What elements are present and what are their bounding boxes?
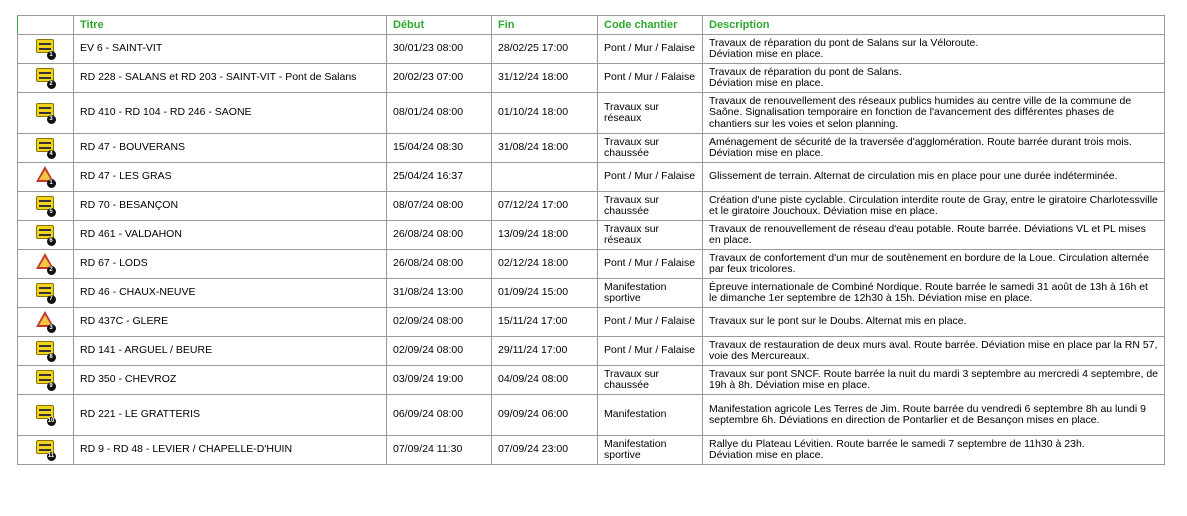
- cell-fin: [492, 163, 598, 192]
- sign-number-badge: 9: [47, 382, 56, 391]
- cell-titre: RD 70 - BESANÇON: [74, 192, 387, 221]
- cell-description: Aménagement de sécurité de la traversée d'agglomération. Route barrée durant trois mois. Déviation mise en place.: [703, 134, 1165, 163]
- cell-titre: RD 46 - CHAUX-NEUVE: [74, 279, 387, 308]
- cell-code-chantier: Travaux sur chaussée: [598, 134, 703, 163]
- table-row[interactable]: [18, 436, 1165, 465]
- cell-description: Travaux de réparation du pont de Salans. Déviation mise en place.: [703, 64, 1165, 93]
- cell-titre: RD 350 - CHEVROZ: [74, 366, 387, 395]
- cell-titre: RD 9 - RD 48 - LEVIER / CHAPELLE-D'HUIN: [74, 436, 387, 465]
- cell-debut: 02/09/24 08:00: [387, 308, 492, 337]
- cell-fin: 15/11/24 17:00: [492, 308, 598, 337]
- sign-number-badge: 1: [47, 179, 56, 188]
- cell-code-chantier: Pont / Mur / Falaise: [598, 35, 703, 64]
- header-fin[interactable]: Fin: [492, 16, 598, 35]
- icon-cell: [18, 35, 74, 64]
- icon-cell: [18, 395, 74, 436]
- sign-number-badge: 5: [47, 208, 56, 217]
- cell-code-chantier: Manifestation: [598, 395, 703, 436]
- sign-number-badge: 4: [47, 150, 56, 159]
- cell-description: Glissement de terrain. Alternat de circulation mis en place pour une durée indéterminée.: [703, 163, 1165, 192]
- sign-number-badge: 2: [47, 266, 56, 275]
- icon-cell: [18, 279, 74, 308]
- sign-number-badge: 1: [47, 51, 56, 60]
- cell-code-chantier: Pont / Mur / Falaise: [598, 308, 703, 337]
- table-row[interactable]: [18, 366, 1165, 395]
- cell-code-chantier: Manifestation sportive: [598, 436, 703, 465]
- cell-titre: RD 410 - RD 104 - RD 246 - SAONE: [74, 93, 387, 134]
- cell-description: Travaux sur pont SNCF. Route barrée la nuit du mardi 3 septembre au mercredi 4 septembre, de 19h à 8h. Déviation mise en place.: [703, 366, 1165, 395]
- cell-fin: 07/09/24 23:00: [492, 436, 598, 465]
- cell-code-chantier: Pont / Mur / Falaise: [598, 337, 703, 366]
- cell-fin: 02/12/24 18:00: [492, 250, 598, 279]
- cell-fin: 31/08/24 18:00: [492, 134, 598, 163]
- cell-code-chantier: Pont / Mur / Falaise: [598, 163, 703, 192]
- table-row[interactable]: [18, 134, 1165, 163]
- cell-description: Rallye du Plateau Lévitien. Route barrée le samedi 7 septembre de 11h30 à 23h. Déviation mise en place.: [703, 436, 1165, 465]
- icon-cell: [18, 93, 74, 134]
- cell-fin: 13/09/24 18:00: [492, 221, 598, 250]
- header-icon: [18, 16, 74, 35]
- table-row[interactable]: [18, 337, 1165, 366]
- table-row[interactable]: [18, 279, 1165, 308]
- roadworks-warning-icon[interactable]: [35, 311, 57, 333]
- sign-number-badge: 8: [47, 353, 56, 362]
- route-barree-icon[interactable]: [35, 38, 57, 60]
- cell-description: Création d'une piste cyclable. Circulation interdite route de Gray, entre le giratoire Charlotessville et le giratoire Jouchoux. Déviation mise en place.: [703, 192, 1165, 221]
- icon-cell: [18, 64, 74, 93]
- table-header-row: [18, 16, 1165, 35]
- route-barree-icon[interactable]: [35, 137, 57, 159]
- cell-titre: RD 47 - BOUVERANS: [74, 134, 387, 163]
- cell-description: Épreuve internationale de Combiné Nordique. Route barrée le samedi 31 août de 13h à 16h et le dimanche 1er septembre de 12h30 à 15h. Déviation mise en place.: [703, 279, 1165, 308]
- cell-titre: RD 47 - LES GRAS: [74, 163, 387, 192]
- cell-description: Travaux de confortement d'un mur de soutènement en bordure de la Loue. Circulation alternée par feux tricolores.: [703, 250, 1165, 279]
- cell-description: Travaux de renouvellement des réseaux publics humides au centre ville de la commune de Saône. Signalisation temporaire en fonction de l'avancement des différentes phases de chantiers sur les voies et selon planning.: [703, 93, 1165, 134]
- cell-debut: 25/04/24 16:37: [387, 163, 492, 192]
- sign-number-badge: 10: [47, 418, 55, 424]
- cell-fin: 09/09/24 06:00: [492, 395, 598, 436]
- sign-number-badge: 11: [47, 453, 55, 459]
- cell-fin: 28/02/25 17:00: [492, 35, 598, 64]
- table-row[interactable]: [18, 395, 1165, 436]
- cell-titre: RD 221 - LE GRATTERIS: [74, 395, 387, 436]
- route-barree-icon[interactable]: [35, 67, 57, 89]
- cell-description: Travaux de renouvellement de réseau d'eau potable. Route barrée. Déviations VL et PL mises en place.: [703, 221, 1165, 250]
- table-body: [18, 35, 1165, 465]
- cell-fin: 01/09/24 15:00: [492, 279, 598, 308]
- icon-cell: [18, 221, 74, 250]
- cell-description: Travaux sur le pont sur le Doubs. Alternat mis en place.: [703, 308, 1165, 337]
- cell-debut: 26/08/24 08:00: [387, 221, 492, 250]
- cell-fin: 01/10/24 18:00: [492, 93, 598, 134]
- icon-cell: [18, 250, 74, 279]
- cell-debut: 08/07/24 08:00: [387, 192, 492, 221]
- cell-description: Manifestation agricole Les Terres de Jim. Route barrée du vendredi 6 septembre 8h au lundi 9 septembre 6h. Déviations en direction de Pontarlier et de Besançon mises en place.: [703, 395, 1165, 436]
- cell-debut: 06/09/24 08:00: [387, 395, 492, 436]
- table-row[interactable]: [18, 64, 1165, 93]
- cell-code-chantier: Pont / Mur / Falaise: [598, 64, 703, 93]
- table-row[interactable]: [18, 35, 1165, 64]
- route-barree-icon[interactable]: [35, 404, 57, 426]
- cell-debut: 02/09/24 08:00: [387, 337, 492, 366]
- cell-debut: 15/04/24 08:30: [387, 134, 492, 163]
- cell-debut: 20/02/23 07:00: [387, 64, 492, 93]
- route-barree-icon[interactable]: [35, 102, 57, 124]
- cell-code-chantier: Pont / Mur / Falaise: [598, 250, 703, 279]
- cell-code-chantier: Travaux sur chaussée: [598, 192, 703, 221]
- route-barree-icon[interactable]: [35, 439, 57, 461]
- icon-cell: [18, 337, 74, 366]
- cell-titre: RD 141 - ARGUEL / BEURE: [74, 337, 387, 366]
- table-row[interactable]: [18, 221, 1165, 250]
- cell-debut: 07/09/24 11:30: [387, 436, 492, 465]
- cell-debut: 08/01/24 08:00: [387, 93, 492, 134]
- route-barree-icon[interactable]: [35, 369, 57, 391]
- cell-code-chantier: Manifestation sportive: [598, 279, 703, 308]
- cell-debut: 31/08/24 13:00: [387, 279, 492, 308]
- table-row[interactable]: [18, 308, 1165, 337]
- cell-fin: 29/11/24 17:00: [492, 337, 598, 366]
- cell-debut: 03/09/24 19:00: [387, 366, 492, 395]
- cell-debut: 30/01/23 08:00: [387, 35, 492, 64]
- cell-fin: 04/09/24 08:00: [492, 366, 598, 395]
- cell-code-chantier: Travaux sur réseaux: [598, 221, 703, 250]
- cell-description: Travaux de restauration de deux murs aval. Route barrée. Déviation mise en place par la RN 57, voie des Mercureaux.: [703, 337, 1165, 366]
- cell-titre: EV 6 - SAINT-VIT: [74, 35, 387, 64]
- roadworks-table-container: [17, 15, 1164, 465]
- table-row[interactable]: [18, 250, 1165, 279]
- icon-cell: [18, 366, 74, 395]
- sign-number-badge: 6: [47, 237, 56, 246]
- cell-code-chantier: Travaux sur réseaux: [598, 93, 703, 134]
- table-row[interactable]: [18, 163, 1165, 192]
- route-barree-icon[interactable]: [35, 282, 57, 304]
- roadworks-warning-icon[interactable]: [35, 166, 57, 188]
- icon-cell: [18, 192, 74, 221]
- roadworks-warning-icon[interactable]: [35, 253, 57, 275]
- table-row[interactable]: [18, 93, 1165, 134]
- icon-cell: [18, 436, 74, 465]
- roadworks-table: [17, 15, 1165, 465]
- icon-cell: [18, 134, 74, 163]
- sign-number-badge: 2: [47, 80, 56, 89]
- sign-number-badge: 3: [47, 324, 56, 333]
- cell-titre: RD 461 - VALDAHON: [74, 221, 387, 250]
- cell-titre: RD 228 - SALANS et RD 203 - SAINT-VIT - Pont de Salans: [74, 64, 387, 93]
- cell-fin: 31/12/24 18:00: [492, 64, 598, 93]
- sign-number-badge: 7: [47, 295, 56, 304]
- cell-titre: RD 437C - GLERE: [74, 308, 387, 337]
- route-barree-icon[interactable]: [35, 224, 57, 246]
- header-code-chantier[interactable]: Code chantier: [598, 16, 703, 35]
- cell-titre: RD 67 - LODS: [74, 250, 387, 279]
- cell-code-chantier: Travaux sur chaussée: [598, 366, 703, 395]
- header-titre[interactable]: Titre: [74, 16, 387, 35]
- route-barree-icon[interactable]: [35, 340, 57, 362]
- header-description[interactable]: Description: [703, 16, 1165, 35]
- icon-cell: [18, 163, 74, 192]
- table-row[interactable]: [18, 192, 1165, 221]
- route-barree-icon[interactable]: [35, 195, 57, 217]
- icon-cell: [18, 308, 74, 337]
- cell-fin: 07/12/24 17:00: [492, 192, 598, 221]
- cell-description: Travaux de réparation du pont de Salans sur la Véloroute. Déviation mise en place.: [703, 35, 1165, 64]
- header-debut[interactable]: Début: [387, 16, 492, 35]
- cell-debut: 26/08/24 08:00: [387, 250, 492, 279]
- sign-number-badge: 3: [47, 115, 56, 124]
